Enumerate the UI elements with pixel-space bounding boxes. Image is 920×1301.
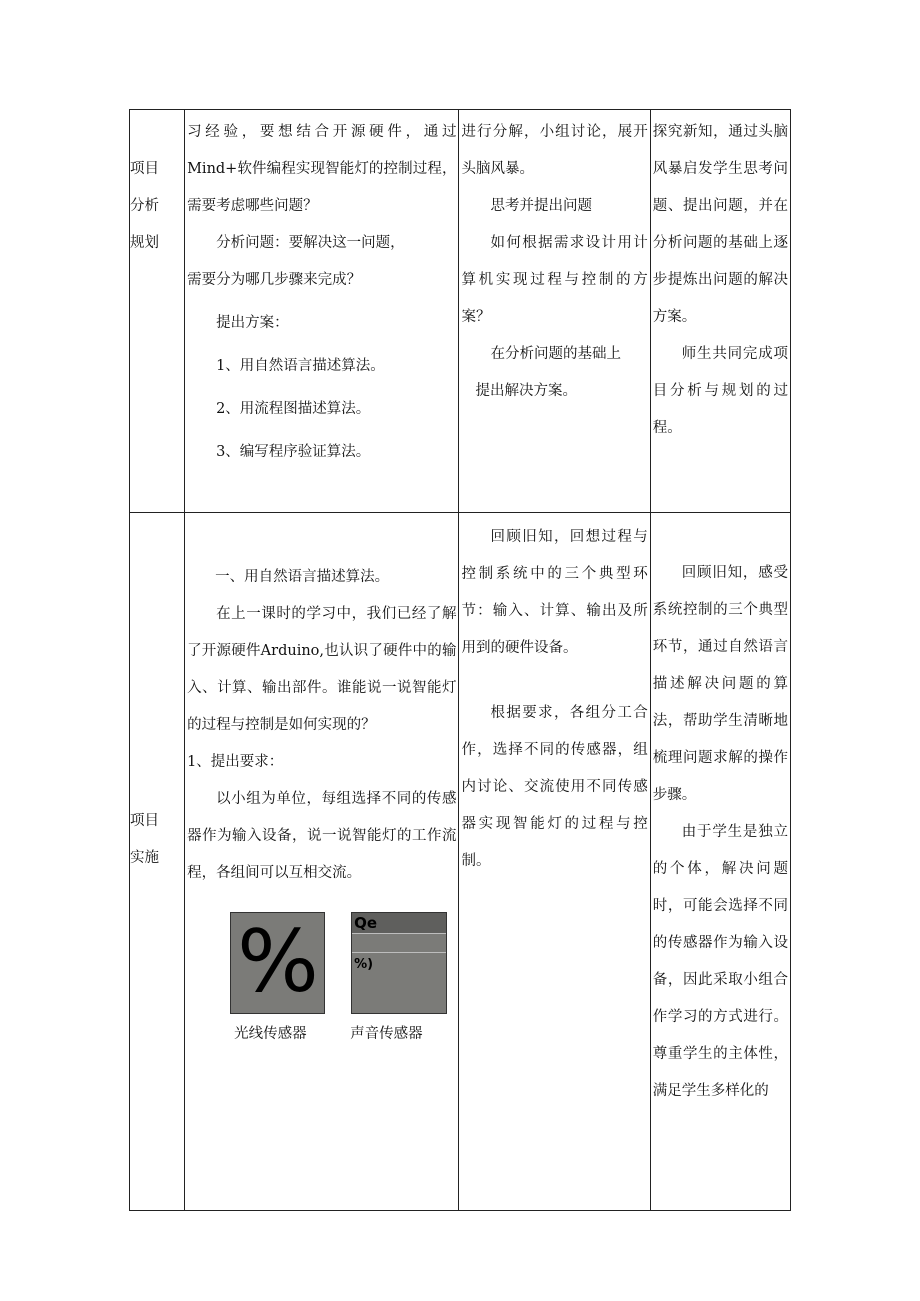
- content-paragraph: 2、用流程图描述算法。: [216, 401, 371, 417]
- sound-sensor-caption: 声音传感器: [350, 1026, 423, 1042]
- student-activity-implementation: [459, 513, 650, 1211]
- teacher-content-implementation: [185, 513, 459, 1211]
- design-intent-implementation: [650, 513, 790, 1211]
- sound-sensor-divider: [352, 934, 446, 953]
- light-sensor-caption: 光线传感器: [234, 1026, 307, 1042]
- label-line: 分析: [130, 198, 159, 214]
- label-line: 规划: [130, 235, 159, 251]
- student-paragraph: 如何根据需求设计用计算机实现过程与控制的方案？: [461, 235, 648, 325]
- intent-paragraph: 探究新知，通过头脑风暴启发学生思考问题、提出问题，并在分析问题的基础上逐步提炼出问题的解决方案。: [652, 124, 788, 325]
- lesson-plan-table: [129, 109, 791, 1211]
- intent-paragraph: 师生共同完成项目分析与规划的过程。: [652, 346, 788, 436]
- sound-sensor-text-1: Qe: [354, 914, 378, 932]
- label-line: 项目: [130, 161, 159, 177]
- content-paragraph: 1、用自然语言描述算法。: [216, 358, 385, 374]
- label-line: 项目: [130, 813, 159, 829]
- table-row-analysis: [130, 110, 791, 513]
- row-label-implementation: [130, 513, 185, 1211]
- sensor-images: [187, 912, 456, 1062]
- sound-sensor-image: [351, 912, 447, 1014]
- content-paragraph: 以小组为单位，每组选择不同的传感器作为输入设备，说一说智能灯的工作流程，各组间可以互相交流。: [187, 791, 457, 881]
- design-intent-analysis: [650, 110, 790, 513]
- light-sensor-image: [230, 912, 325, 1014]
- content-paragraph: 习经验，要想结合开源硬件，通过Mind+软件编程实现智能灯的控制过程，需要考虑哪些问题？: [187, 124, 457, 214]
- row-label-analysis: [130, 110, 185, 513]
- intent-paragraph: 由于学生是独立的个体，解决问题时，可能会选择不同的传感器作为输入设备，因此采取小组合作学习的方式进行。尊重学生的主体性，满足学生多样化的: [652, 824, 788, 1099]
- student-paragraph: 回顾旧知，回想过程与控制系统中的三个典型环节：输入、计算、输出及所用到的硬件设备。: [461, 529, 648, 656]
- student-activity-analysis: [459, 110, 650, 513]
- label-line: 实施: [130, 850, 159, 866]
- content-paragraph: 3、编写程序验证算法。: [216, 444, 371, 460]
- light-sensor-glyph: %: [237, 912, 319, 1012]
- student-paragraph: 在分析问题的基础上: [490, 346, 621, 362]
- student-paragraph: 根据要求，各组分工合作，选择不同的传感器，组内讨论、交流使用不同传感器实现智能灯的过程与控制。: [461, 705, 648, 869]
- intent-paragraph: 回顾旧知，感受系统控制的三个典型环节，通过自然语言描述解决问题的算法，帮助学生清晰地梳理问题求解的操作步骤。: [652, 565, 788, 803]
- student-paragraph: 提出解决方案。: [475, 383, 577, 399]
- table-row-implementation: [130, 513, 791, 1211]
- student-paragraph: 思考并提出问题: [490, 198, 592, 214]
- sound-sensor-text-2: %): [354, 957, 374, 972]
- content-paragraph: 分析问题：要解决这一问题，: [216, 235, 405, 251]
- teacher-content-analysis: [185, 110, 459, 513]
- content-paragraph: 1、提出要求：: [187, 754, 284, 770]
- content-paragraph: 在上一课时的学习中，我们已经了解了开源硬件Arduino,也认识了硬件中的输入、计算、输出部件。谁能说一说智能灯的过程与控制是如何实现的？: [187, 606, 457, 733]
- content-paragraph: 提出方案：: [216, 315, 289, 331]
- student-paragraph: 进行分解，小组讨论，展开头脑风暴。: [461, 124, 648, 177]
- section-heading: 一、用自然语言描述算法。: [215, 569, 390, 585]
- content-paragraph: 需要分为哪几步骤来完成？: [187, 272, 362, 288]
